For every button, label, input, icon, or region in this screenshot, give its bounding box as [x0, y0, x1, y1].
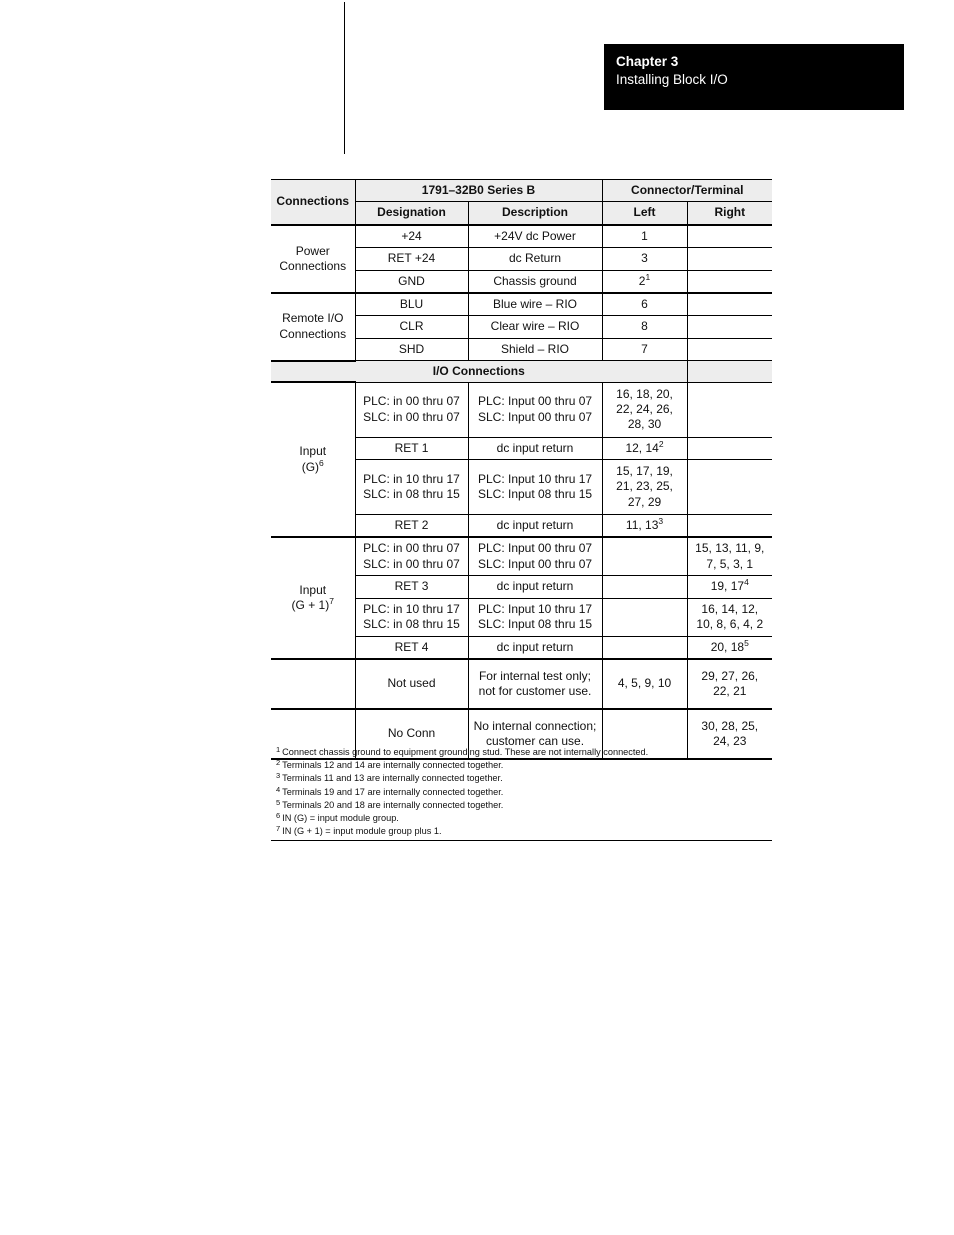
right-cell: [687, 338, 772, 360]
description-cell: No internal connection; customer can use.: [468, 709, 602, 759]
connections-table: [271, 179, 772, 760]
description-cell: Chassis ground: [468, 270, 602, 293]
group-input-g1: Input $(G + 1)^7$: [271, 537, 355, 658]
description-cell: dc Return: [468, 248, 602, 270]
designation-cell: PLC: in 10 thru 17 SLC: in 08 thru 15: [355, 598, 468, 636]
left-cell: 11, $13^3$: [602, 515, 687, 538]
footnote: $^1$ Connect chassis ground to equipment grounding stud. These are not internally connected.: [276, 745, 649, 757]
left-cell: 1: [602, 225, 687, 248]
left-cell: 16, 18, 20, 22, 24, 26, 28, 30: [602, 382, 687, 437]
designation-cell: RET 3: [355, 576, 468, 598]
designation-cell: RET 1: [355, 437, 468, 459]
description-cell: Shield – RIO: [468, 338, 602, 360]
description-cell: dc input return: [468, 576, 602, 598]
left-cell: 8: [602, 316, 687, 338]
table-row: [271, 659, 772, 709]
header-description: Description: [468, 202, 602, 225]
right-cell: [687, 225, 772, 248]
description-cell: dc input return: [468, 515, 602, 538]
group-empty: [271, 659, 355, 709]
right-cell: 29, 27, 26, 22, 21: [687, 659, 772, 709]
designation-cell: CLR: [355, 316, 468, 338]
header-series: 1791–32B0 Series B: [355, 180, 602, 202]
description-cell: dc input return: [468, 636, 602, 659]
right-cell: [687, 293, 772, 316]
left-cell: 3: [602, 248, 687, 270]
designation-cell: RET 2: [355, 515, 468, 538]
footnote: $^3$ Terminals 11 and 13 are internally connected together.: [276, 771, 503, 784]
table-row: [271, 382, 772, 437]
designation-cell: PLC: in 10 thru 17 SLC: in 08 thru 15: [355, 460, 468, 515]
right-cell: [687, 460, 772, 515]
description-cell: Blue wire – RIO: [468, 293, 602, 316]
header-left: Left: [602, 202, 687, 225]
right-cell: 30, 28, 25, 24, 23: [687, 709, 772, 759]
left-cell: [602, 576, 687, 598]
left-cell: [602, 598, 687, 636]
right-cell: [687, 515, 772, 538]
left-cell: 12, $14^2$: [602, 437, 687, 459]
left-cell: $2^1$: [602, 270, 687, 293]
description-cell: PLC: Input 10 thru 17 SLC: Input 08 thru 15: [468, 598, 602, 636]
footnote: $^6$ IN (G) = input module group.: [276, 811, 399, 824]
header-connections: Connections: [271, 180, 355, 225]
io-connections-label: I/O Connections: [271, 361, 687, 382]
description-cell: PLC: Input 10 thru 17 SLC: Input 08 thru 15: [468, 460, 602, 515]
description-cell: +24V dc Power: [468, 225, 602, 248]
footnote: $^4$ Terminals 19 and 17 are internally connected together.: [276, 784, 504, 797]
table-row: [271, 537, 772, 575]
right-cell: [687, 248, 772, 270]
margin-rule: [344, 2, 345, 154]
designation-cell: GND: [355, 270, 468, 293]
right-cell: [687, 316, 772, 338]
right-cell: 16, 14, 12, 10, 8, 6, 4, 2: [687, 598, 772, 636]
description-cell: Clear wire – RIO: [468, 316, 602, 338]
footnote: $^5$ Terminals 20 and 18 are internally connected together.: [276, 797, 504, 810]
designation-cell: +24: [355, 225, 468, 248]
chapter-header: [604, 44, 904, 110]
description-cell: PLC: Input 00 thru 07 SLC: Input 00 thru 07: [468, 382, 602, 437]
right-cell: [687, 382, 772, 437]
right-cell: 20, $18^5$: [687, 636, 772, 659]
footnotes: [271, 746, 772, 841]
left-cell: 15, 17, 19, 21, 23, 25, 27, 29: [602, 460, 687, 515]
description-cell: PLC: Input 00 thru 07 SLC: Input 00 thru 07: [468, 537, 602, 575]
right-cell: 19, $17^4$: [687, 576, 772, 598]
left-cell: [602, 636, 687, 659]
designation-cell: No Conn: [355, 709, 468, 759]
header-designation: Designation: [355, 202, 468, 225]
chapter-number: Chapter 3: [616, 54, 679, 69]
group-remote-io: Remote I/O Connections: [271, 293, 355, 361]
designation-cell: RET +24: [355, 248, 468, 270]
right-cell: [687, 437, 772, 459]
group-power: Power Connections: [271, 225, 355, 293]
chapter-title: Installing Block I/O: [616, 72, 728, 87]
description-cell: For internal test only; not for customer use.: [468, 659, 602, 709]
header-right: Right: [687, 202, 772, 225]
io-connections-row: [271, 361, 772, 382]
left-cell: 4, 5, 9, 10: [602, 659, 687, 709]
footnote: $^2$ Terminals 12 and 14 are internally connected together.: [276, 758, 504, 771]
table-row: [271, 293, 772, 316]
group-input-g: Input $(G)^6$: [271, 382, 355, 537]
footnote: $^7$ IN (G + 1) = input module group plus 1.: [276, 824, 442, 837]
designation-cell: BLU: [355, 293, 468, 316]
table-row: [271, 225, 772, 248]
left-cell: 6: [602, 293, 687, 316]
designation-cell: PLC: in 00 thru 07 SLC: in 00 thru 07: [355, 537, 468, 575]
designation-cell: PLC: in 00 thru 07 SLC: in 00 thru 07: [355, 382, 468, 437]
header-connector-terminal: Connector/Terminal: [602, 180, 772, 202]
left-cell: 7: [602, 338, 687, 360]
right-cell: 15, 13, 11, 9, 7, 5, 3, 1: [687, 537, 772, 575]
left-cell: [602, 537, 687, 575]
right-cell: [687, 270, 772, 293]
designation-cell: SHD: [355, 338, 468, 360]
designation-cell: RET 4: [355, 636, 468, 659]
designation-cell: Not used: [355, 659, 468, 709]
description-cell: dc input return: [468, 437, 602, 459]
